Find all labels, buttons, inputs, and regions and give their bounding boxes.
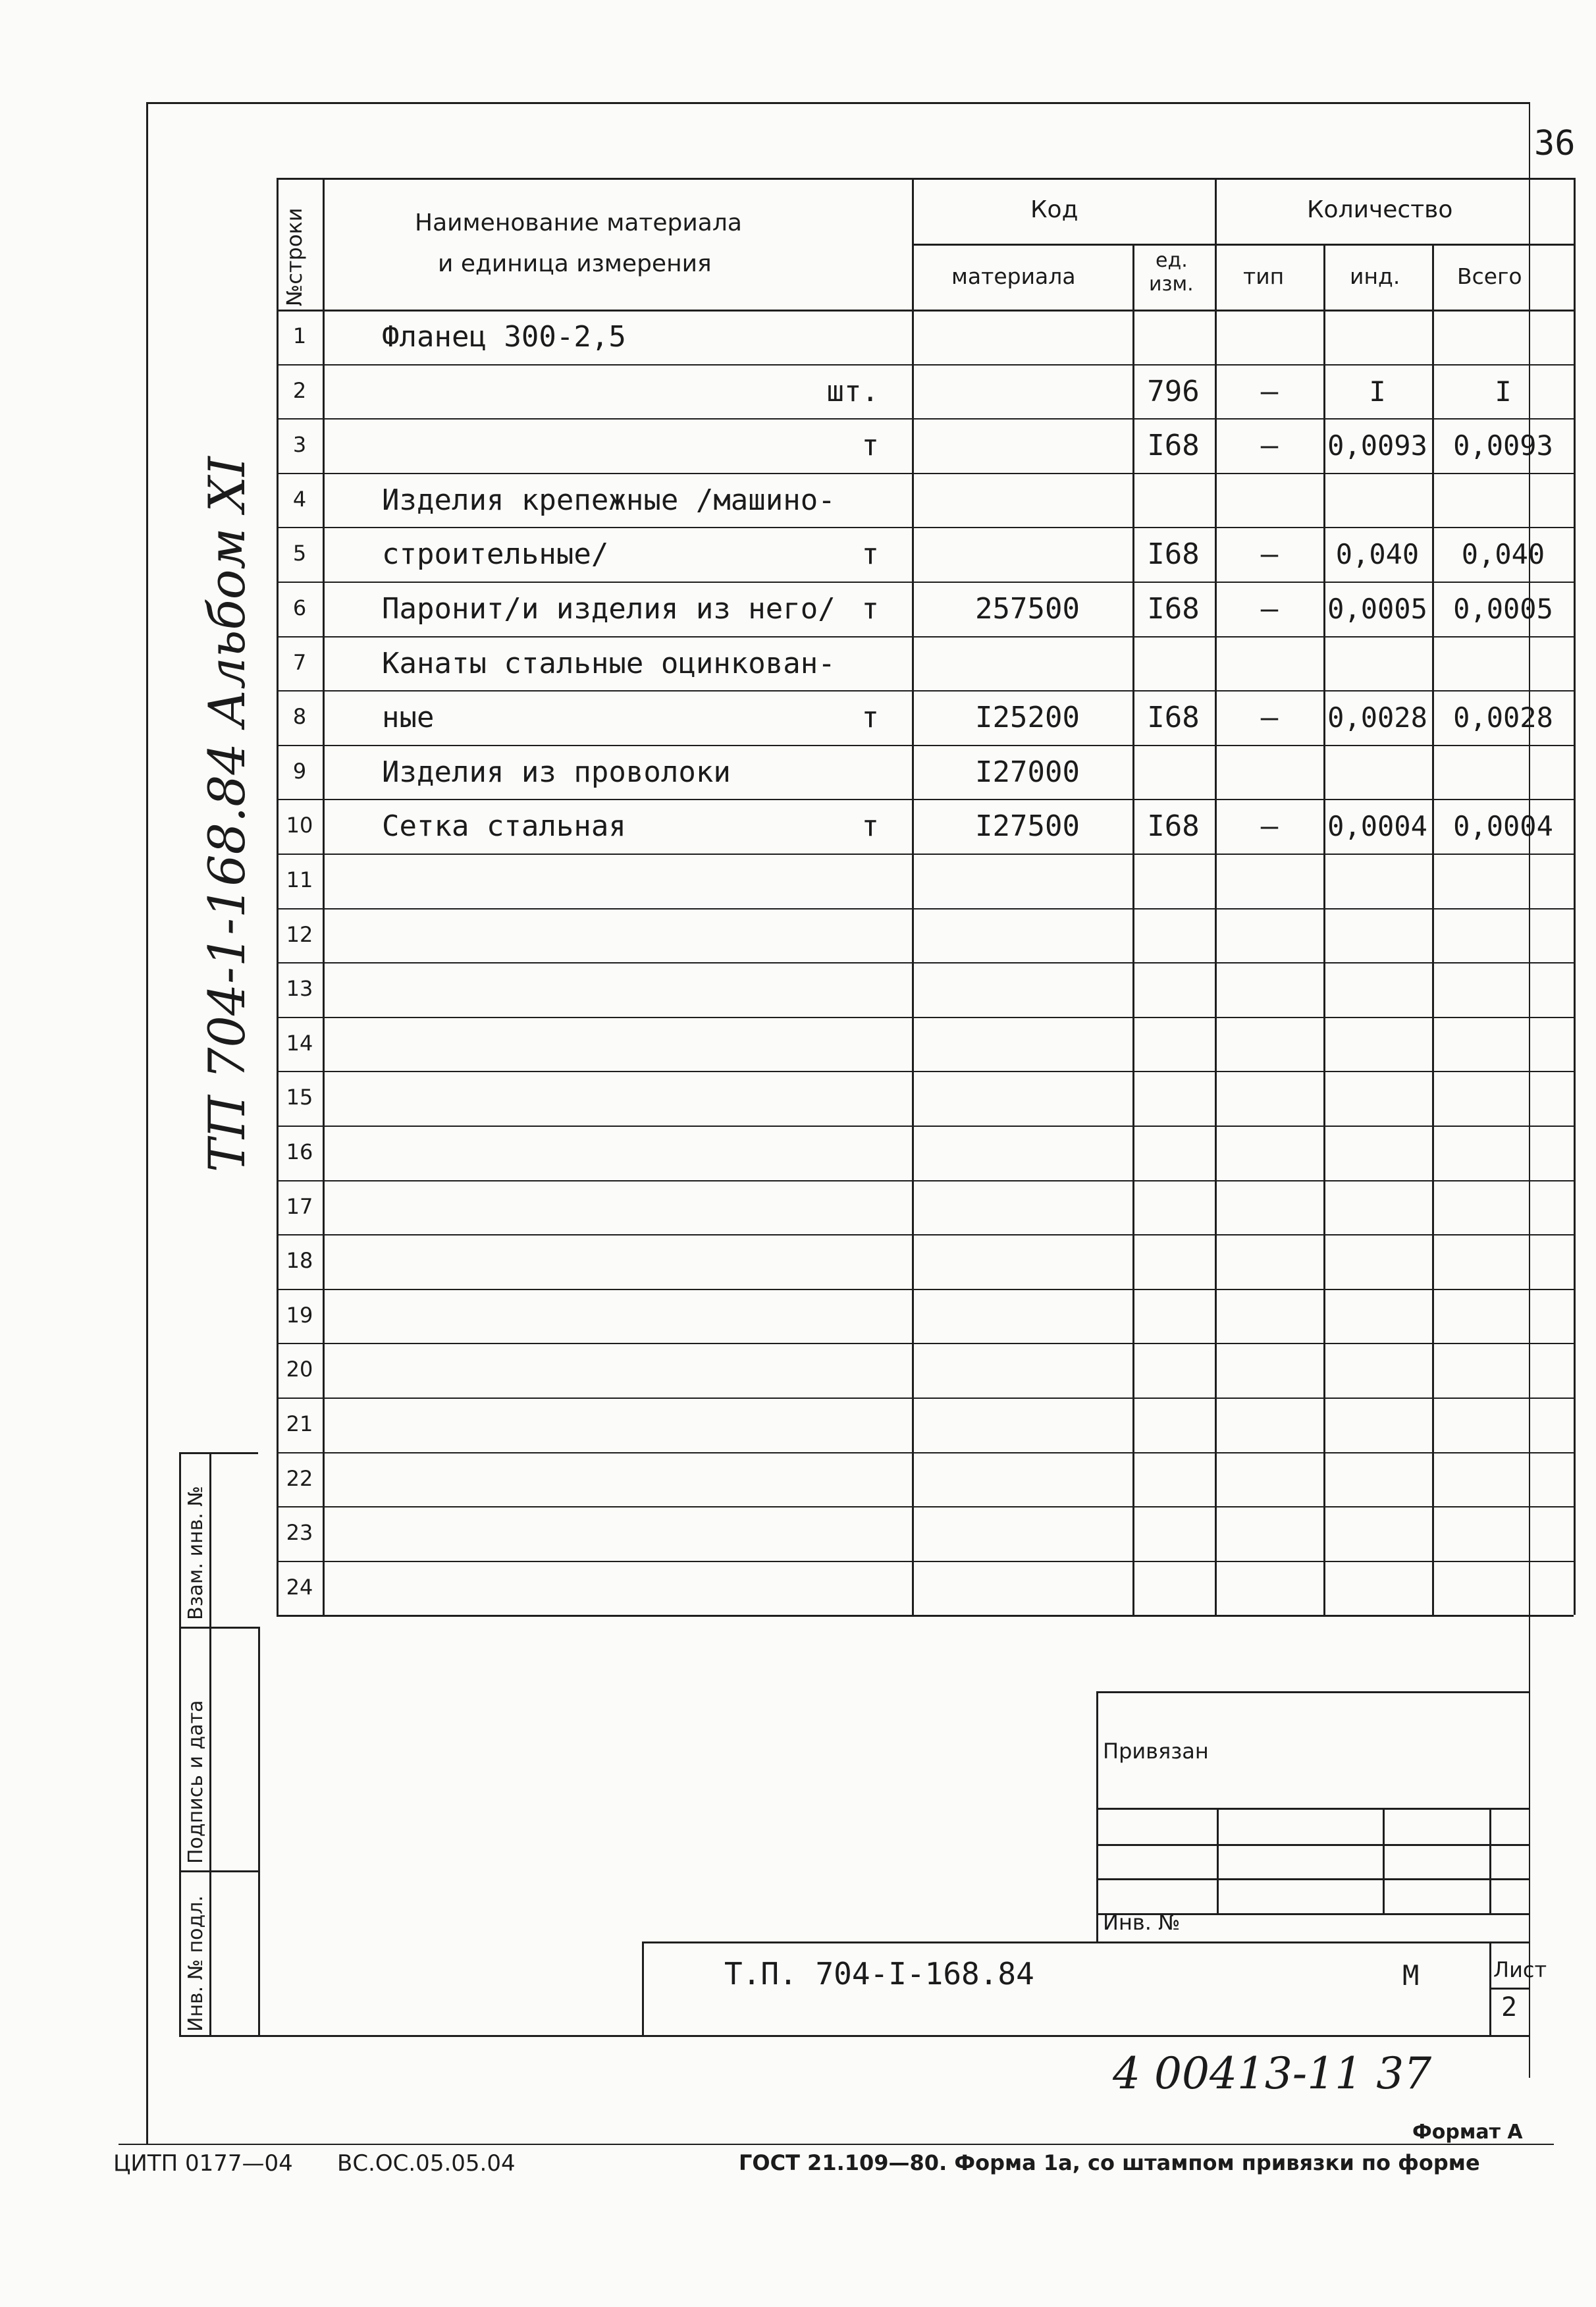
name-unit: т bbox=[861, 592, 879, 626]
row-line bbox=[277, 1615, 1574, 1617]
material-code: I27500 bbox=[975, 809, 1080, 844]
row-number: 18 bbox=[286, 1248, 313, 1274]
sheet-label: Лист bbox=[1493, 1957, 1547, 1982]
quantity-header: Количество bbox=[1307, 196, 1453, 223]
row-line bbox=[277, 527, 1574, 528]
row-number: 8 bbox=[292, 704, 307, 730]
total-qty: 0,040 bbox=[1461, 538, 1545, 571]
material-name: Паронит/и изделия из него/ bbox=[382, 592, 836, 626]
bound-block-left bbox=[1096, 1691, 1098, 1941]
row-number: 6 bbox=[292, 595, 307, 620]
unit-header-2: изм. bbox=[1149, 273, 1194, 296]
material-name: ные bbox=[382, 701, 435, 735]
row-number: 24 bbox=[286, 1574, 313, 1600]
row-number: 13 bbox=[286, 976, 313, 1002]
type-header: тип bbox=[1243, 263, 1285, 289]
material-name: строительные/ bbox=[382, 537, 609, 572]
row-number-header: №строки bbox=[282, 207, 307, 306]
material-code: I27000 bbox=[975, 755, 1080, 789]
material-code: 257500 bbox=[975, 592, 1080, 626]
header-bottom-line bbox=[277, 310, 1574, 312]
name-unit: т bbox=[861, 809, 879, 844]
material-name: Канаты стальные оцинкован- bbox=[382, 646, 836, 680]
row-line bbox=[277, 1071, 1574, 1072]
row-line bbox=[277, 908, 1574, 909]
sign-date-label: Подпись и дата bbox=[184, 1700, 207, 1864]
name-header-1: Наименование материала bbox=[415, 209, 742, 236]
inv-orig-label: Инв. № подл. bbox=[184, 1895, 207, 2032]
row-line bbox=[277, 690, 1574, 692]
side-stamp-line-1 bbox=[179, 1627, 258, 1629]
side-stamp-left bbox=[179, 1452, 181, 2035]
table-col-line bbox=[277, 178, 279, 1615]
total-qty: 0,0028 bbox=[1453, 701, 1553, 734]
row-line bbox=[277, 418, 1574, 420]
total-qty: 0,0093 bbox=[1453, 429, 1553, 462]
unit-code: 796 bbox=[1147, 374, 1200, 408]
album-note: ТП 704-1-168.84 Альбом XI bbox=[198, 456, 256, 1172]
sheet-divider bbox=[1489, 1988, 1529, 1990]
table-col-line bbox=[1574, 178, 1576, 1615]
row-line bbox=[277, 473, 1574, 474]
ind-qty: I bbox=[1369, 375, 1386, 408]
row-line bbox=[277, 962, 1574, 964]
row-number: 15 bbox=[286, 1085, 313, 1110]
type-qty: – bbox=[1260, 374, 1279, 408]
footer-line bbox=[119, 2144, 1554, 2145]
total-qty: 0,0004 bbox=[1453, 810, 1553, 843]
row-line bbox=[277, 1506, 1574, 1507]
row-number: 10 bbox=[286, 813, 313, 838]
material-name: Изделия крепежные /машино- bbox=[382, 483, 836, 517]
material-code: I25200 bbox=[975, 701, 1080, 735]
material-name: Фланец 300-2,5 bbox=[382, 320, 626, 354]
type-qty: – bbox=[1260, 429, 1279, 463]
ind-qty: 0,0028 bbox=[1327, 701, 1427, 734]
row-number: 2 bbox=[292, 377, 307, 403]
row-number: 11 bbox=[286, 867, 313, 892]
total-qty: I bbox=[1495, 375, 1512, 408]
row-line bbox=[277, 1234, 1574, 1235]
type-qty: – bbox=[1260, 537, 1279, 572]
row-number: 9 bbox=[292, 758, 307, 784]
handwritten-code: 4 00413-11 37 bbox=[1113, 2048, 1432, 2099]
stamp-frame-bottom bbox=[179, 2035, 1529, 2037]
bound-row-1 bbox=[1096, 1808, 1529, 1810]
table-col-line bbox=[912, 178, 914, 1615]
row-line bbox=[277, 1343, 1574, 1344]
header-mid-line bbox=[912, 244, 1574, 246]
table-top bbox=[277, 178, 1574, 180]
row-number: 16 bbox=[286, 1139, 313, 1164]
frame-top bbox=[146, 102, 1529, 104]
name-header-2: и единица измерения bbox=[438, 250, 712, 277]
sheet-number: 2 bbox=[1501, 1992, 1518, 2022]
footer-gost: ГОСТ 21.109—80. Форма 1а, со штампом привязки по форме bbox=[739, 2150, 1480, 2175]
side-stamp-mid bbox=[209, 1452, 211, 2035]
frame-left bbox=[146, 102, 148, 2144]
replace-inv-label: Взам. инв. № bbox=[184, 1486, 207, 1620]
row-number: 4 bbox=[292, 486, 307, 512]
row-line bbox=[277, 1561, 1574, 1562]
row-number: 22 bbox=[286, 1465, 313, 1491]
row-line bbox=[277, 1398, 1574, 1399]
row-number: 23 bbox=[286, 1520, 313, 1546]
ind-qty: 0,040 bbox=[1335, 538, 1420, 571]
unit-code: I68 bbox=[1147, 592, 1200, 626]
name-unit: т bbox=[861, 537, 879, 572]
ind-qty: 0,0005 bbox=[1327, 593, 1427, 625]
stamp-frame-left bbox=[258, 1627, 260, 2035]
footer-series: ВС.ОС.05.05.04 bbox=[337, 2150, 516, 2177]
row-number: 19 bbox=[286, 1302, 313, 1328]
unit-header-1: ед. bbox=[1156, 249, 1188, 272]
row-line bbox=[277, 799, 1574, 800]
name-unit: т bbox=[861, 429, 879, 463]
name-unit: т bbox=[861, 701, 879, 735]
unit-code: I68 bbox=[1147, 537, 1200, 572]
type-qty: – bbox=[1260, 809, 1279, 844]
bound-row-2 bbox=[1096, 1844, 1529, 1846]
row-line bbox=[277, 1180, 1574, 1181]
row-number: 3 bbox=[292, 432, 307, 458]
row-number: 17 bbox=[286, 1193, 313, 1219]
row-number: 7 bbox=[292, 649, 307, 675]
row-number: 20 bbox=[286, 1357, 313, 1382]
side-stamp-top bbox=[179, 1452, 258, 1454]
name-unit: шт. bbox=[826, 374, 879, 408]
row-number: 5 bbox=[292, 541, 307, 566]
bound-col-3 bbox=[1489, 1808, 1491, 1913]
bound-block-top bbox=[1096, 1691, 1529, 1693]
row-line bbox=[277, 636, 1574, 638]
row-number: 12 bbox=[286, 921, 313, 947]
footer-left: ЦИТП 0177—04 bbox=[113, 2150, 293, 2177]
ind-header: инд. bbox=[1350, 263, 1400, 289]
page-number: 36 bbox=[1534, 124, 1576, 163]
designation-left bbox=[642, 1941, 644, 2035]
unit-code: I68 bbox=[1147, 809, 1200, 844]
designation-top bbox=[642, 1941, 1529, 1943]
table-col-line bbox=[323, 178, 325, 1615]
bound-col-2 bbox=[1383, 1808, 1385, 1913]
row-line bbox=[277, 854, 1574, 855]
row-number: 14 bbox=[286, 1030, 313, 1056]
row-line bbox=[277, 582, 1574, 583]
designation: Т.П. 704-I-168.84 bbox=[724, 1956, 1034, 1992]
material-name: Изделия из проволоки bbox=[382, 755, 731, 789]
side-stamp-line-2 bbox=[179, 1870, 258, 1872]
total-header: Всего bbox=[1457, 263, 1522, 289]
ind-qty: 0,0093 bbox=[1327, 429, 1427, 462]
code-header: Код bbox=[1030, 196, 1078, 223]
row-line bbox=[277, 1289, 1574, 1290]
inv-no-label: Инв. № bbox=[1103, 1910, 1181, 1935]
format-label: Формат А bbox=[1412, 2121, 1523, 2144]
type-qty: – bbox=[1260, 701, 1279, 735]
row-line bbox=[277, 745, 1574, 746]
row-line bbox=[277, 1452, 1574, 1453]
row-number: 21 bbox=[286, 1411, 313, 1436]
bound-label: Привязан bbox=[1103, 1739, 1209, 1764]
row-line bbox=[277, 1017, 1574, 1018]
material-header: материала bbox=[951, 263, 1076, 289]
bound-col-1 bbox=[1217, 1808, 1219, 1913]
type-qty: – bbox=[1260, 592, 1279, 626]
ind-qty: 0,0004 bbox=[1327, 810, 1427, 843]
total-qty: 0,0005 bbox=[1453, 593, 1553, 625]
row-line bbox=[277, 364, 1574, 366]
unit-code: I68 bbox=[1147, 701, 1200, 735]
letter: М bbox=[1402, 1959, 1420, 1992]
unit-code: I68 bbox=[1147, 429, 1200, 463]
bound-row-3 bbox=[1096, 1878, 1529, 1880]
material-name: Сетка стальная bbox=[382, 809, 626, 844]
row-line bbox=[277, 1126, 1574, 1127]
row-number: 1 bbox=[292, 323, 307, 348]
